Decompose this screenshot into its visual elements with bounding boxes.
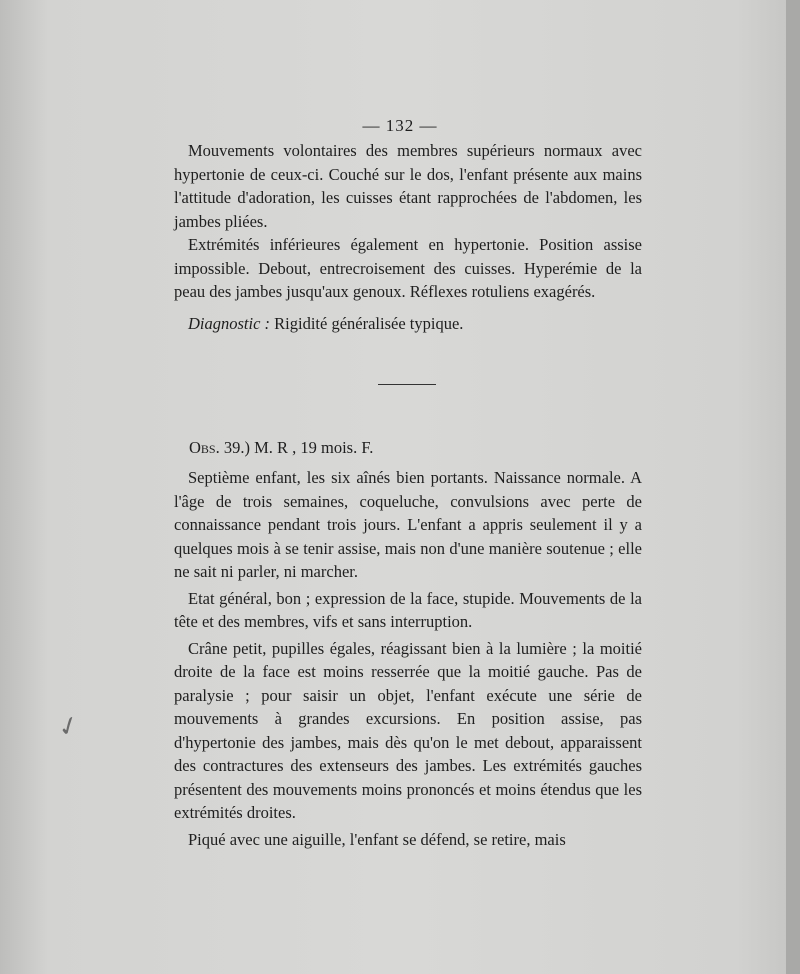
diagnostic-line <box>174 312 642 336</box>
observation-text-block <box>174 466 642 851</box>
diagnostic-text: Rigidité généralisée typique. <box>270 313 464 333</box>
obs-label: Obs. <box>189 438 220 457</box>
paragraph-history: Septième enfant, les six aînés bien portants. Naissance normale. A l'âge de trois semaines, coqueluche, convulsions avec perte de connaissance pendant trois jours. L'enfant a appris seulement il y a quelques mois à se tenir assise, mais non d'une manière soutenue ; elle ne sait ni parler, ni marcher. <box>174 468 642 581</box>
paragraph-lower-limbs: Extrémités inférieures également en hypertonie. Position assise impossible. Debout, entrecroisement des cuisses. Hyperémie de la peau des jambes jusqu'aux genoux. Réflexes rotuliens exagérés. <box>174 235 642 301</box>
paragraph-upper-limbs: Mouvements volontaires des membres supérieurs normaux avec hypertonie de ceux-ci. Couché sur le dos, l'enfant présente aux mains l'attitude d'adoration, les cuisses étant rapprochées de l'abdomen, les jambes pliées. <box>174 141 642 231</box>
page-edge-shadow <box>786 0 800 974</box>
margin-pencil-mark: ✓ <box>53 709 84 744</box>
top-text-block <box>174 139 642 335</box>
observation-heading <box>189 438 373 458</box>
diagnostic-label: Diagnostic : <box>188 313 271 333</box>
page-number: — 132 — <box>362 116 438 135</box>
paragraph-general-state: Etat général, bon ; expression de la face, stupide. Mouvements de la tête et des membres, vifs et sans interruption. <box>174 588 642 631</box>
obs-rest: 39.) M. R , 19 mois. F. <box>219 438 374 457</box>
paragraph-skull-exam: Crâne petit, pupilles égales, réagissant bien à la lumière ; la moitié droite de la face est moins resserrée que la moitié gauche. Pas de paralysie ; pour saisir un objet, l'enfant exécute une série de mouvements à grandes excursions. En position assise, pas d'hypertonie des jambes, mais dès qu'on le met debout, apparaissent des contractures des extenseurs des jambes. Les extrémités gauches présentent des mouvements moins prononcés et moins étendus que les extrémités droites. <box>174 638 642 822</box>
section-separator <box>378 384 436 385</box>
paragraph-needle-test: Piqué avec une aiguille, l'enfant se défend, se retire, mais <box>188 829 566 849</box>
